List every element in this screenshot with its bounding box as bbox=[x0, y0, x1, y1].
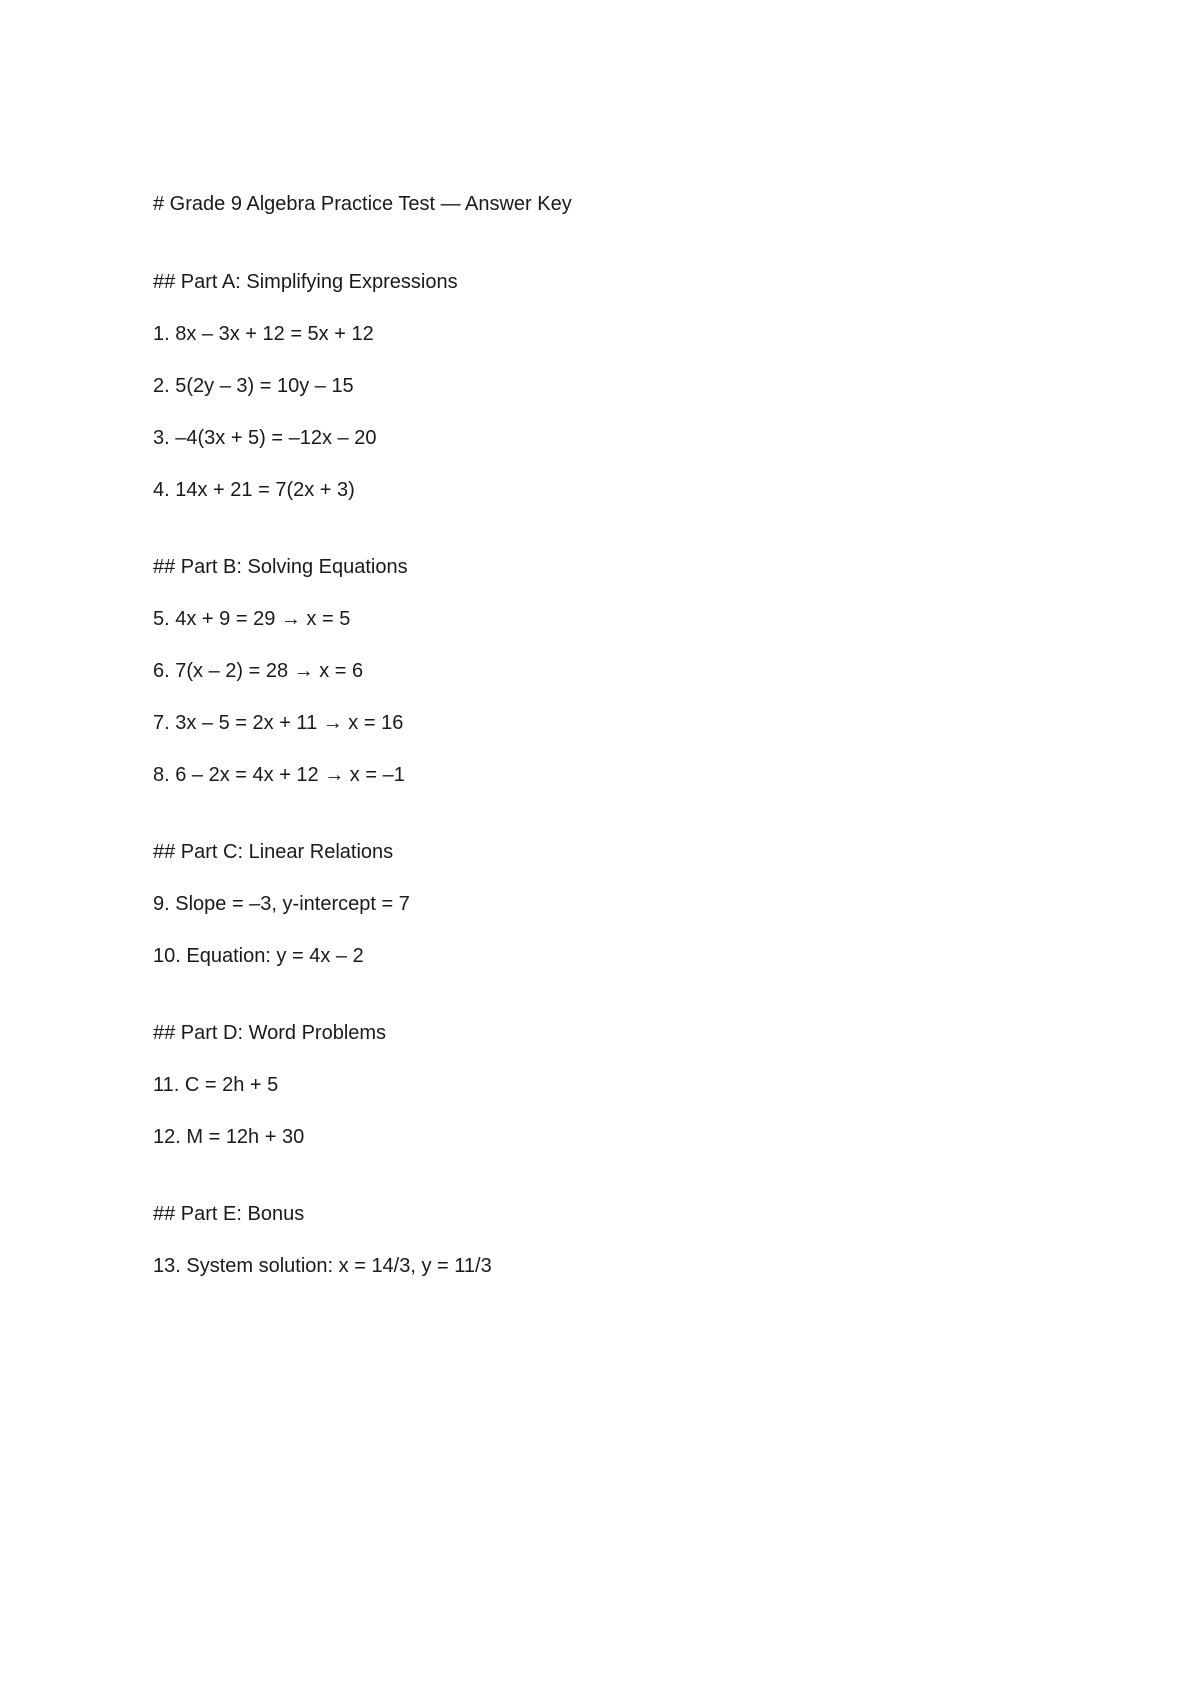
section-part-d bbox=[153, 1021, 1053, 1149]
answer-item: 4. 14x + 21 = 7(2x + 3) bbox=[153, 479, 355, 501]
answer-item: 5. 4x + 9 = 29 → x = 5 bbox=[153, 608, 351, 630]
answer-item: 10. Equation: y = 4x – 2 bbox=[153, 945, 364, 967]
section-part-a bbox=[153, 270, 1053, 502]
section-heading: ## Part A: Simplifying Expressions bbox=[153, 271, 458, 293]
answer-item: 9. Slope = –3, y-intercept = 7 bbox=[153, 893, 410, 915]
answer-item: 6. 7(x – 2) = 28 → x = 6 bbox=[153, 660, 364, 682]
answer-item: 11. C = 2h + 5 bbox=[153, 1074, 279, 1096]
answer-item: 3. –4(3x + 5) = –12x – 20 bbox=[153, 427, 377, 449]
answer-item: 12. M = 12h + 30 bbox=[153, 1126, 305, 1148]
answer-item: 13. System solution: x = 14/3, y = 11/3 bbox=[153, 1255, 492, 1277]
answer-item: 2. 5(2y – 3) = 10y – 15 bbox=[153, 375, 354, 397]
section-part-c bbox=[153, 840, 1053, 968]
answer-item: 7. 3x – 5 = 2x + 11 → x = 16 bbox=[153, 712, 404, 734]
section-heading: ## Part E: Bonus bbox=[153, 1203, 305, 1225]
answer-item: 8. 6 – 2x = 4x + 12 → x = –1 bbox=[153, 764, 405, 786]
section-heading: ## Part D: Word Problems bbox=[153, 1022, 387, 1044]
section-part-e bbox=[153, 1202, 1053, 1278]
section-part-b bbox=[153, 555, 1053, 787]
document-body bbox=[153, 192, 1053, 1331]
answer-item: 1. 8x – 3x + 12 = 5x + 12 bbox=[153, 323, 374, 345]
document-title: # Grade 9 Algebra Practice Test — Answer Key bbox=[153, 193, 572, 215]
section-heading: ## Part C: Linear Relations bbox=[153, 841, 394, 863]
section-heading: ## Part B: Solving Equations bbox=[153, 556, 408, 578]
